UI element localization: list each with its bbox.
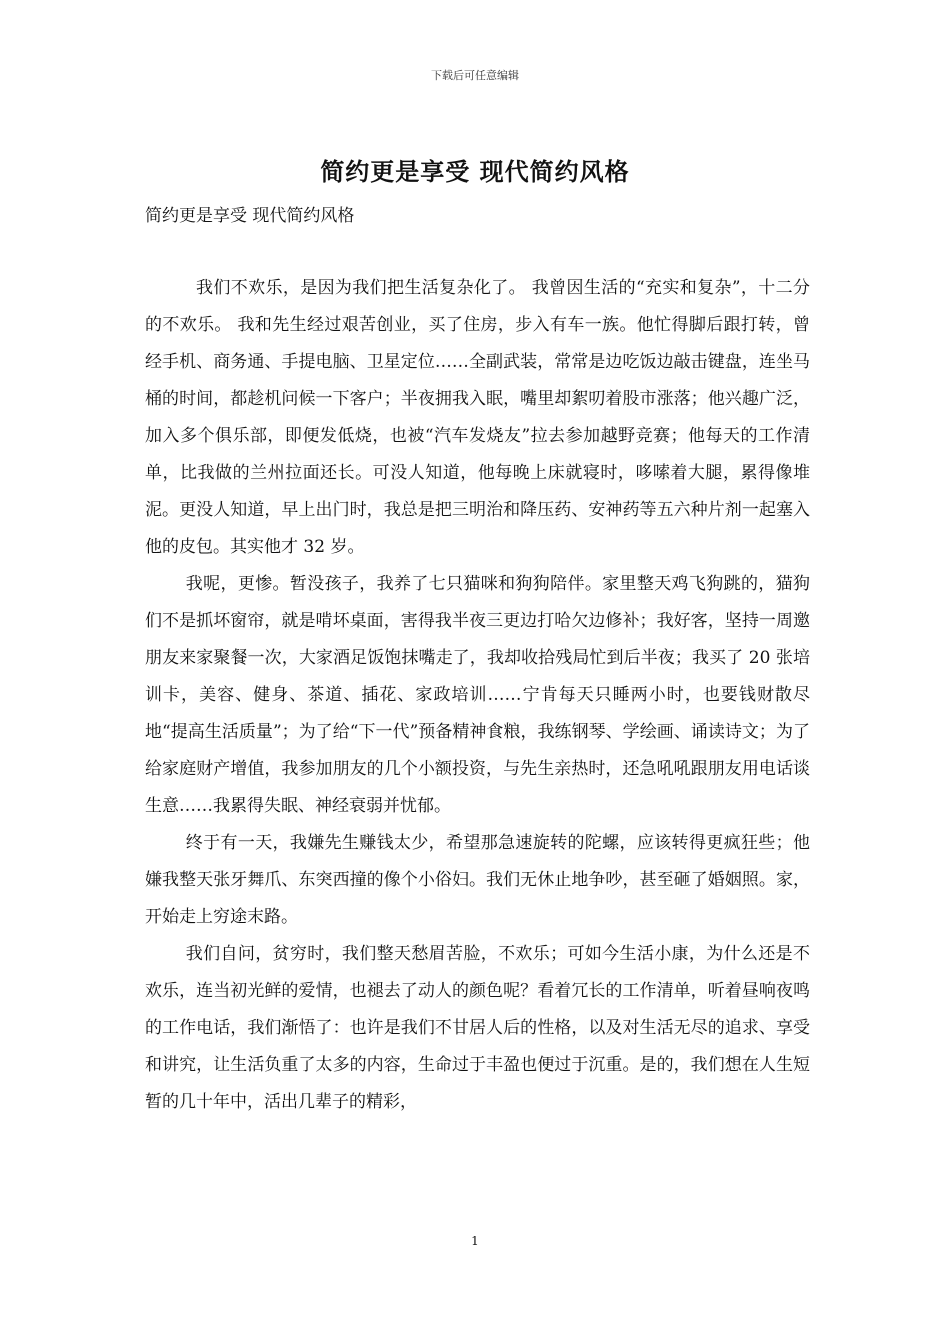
paragraph-2: 我呢，更惨。暂没孩子，我养了七只猫咪和狗狗陪伴。家里整天鸡飞狗跳的，猫狗们不是抓坏窗帘，就是啃坏桌面，害得我半夜三更边打哈欠边修补；我好客，坚持一周邀朋友来家聚餐一次，大家酒足饭饱抹嘴走了，我却收拾残局忙到后半夜；我买了 20 张培训卡，美容、健身、茶道、插花、家政培训……宁肯每天只睡两小时，也要钱财散尽地“提高生活质量”；为了给“下一代”预备精神食粮，我练钢琴、学绘画、诵读诗文；为了给家庭财产增值，我参加朋友的几个小额投资，与先生亲热时，还急吼吼跟朋友用电话谈生意……我累得失眠、神经衰弱并忧郁。	[145, 574, 810, 816]
paragraph-4: 我们自问，贫穷时，我们整天愁眉苦脸，不欢乐；可如今生活小康，为什么还是不欢乐，连当初光鲜的爱情，也褪去了动人的颜色呢？看着冗长的工作清单，听着昼响夜鸣的工作电话，我们渐悟了：也许是我们不甘居人后的性格，以及对生活无尽的追求、享受和讲究，让生活负重了太多的内容，生命过于丰盈也便过于沉重。是的，我们想在人生短暂的几十年中，活出几辈子的精彩，	[145, 944, 810, 1112]
page-header-note: 下载后可任意编辑	[431, 69, 519, 82]
document-subtitle: 简约更是享受 现代简约风格	[145, 206, 355, 226]
paragraph-3: 终于有一天，我嫌先生赚钱太少，希望那急速旋转的陀螺，应该转得更疯狂些；他嫌我整天张牙舞爪、东突西撞的像个小俗妇。我们无休止地争吵，甚至砸了婚姻照。家，开始走上穷途末路。	[145, 833, 810, 927]
paragraph-1: 我们不欢乐，是因为我们把生活复杂化了。 我曾因生活的“充实和复杂”，十二分的不欢乐。 我和先生经过艰苦创业，买了住房，步入有车一族。他忙得脚后跟打转，曾经手机、商务通、手提电脑、卫星定位……全副武装，常常是边吃饭边敲击键盘，连坐马桶的时间，都趁机问候一下客户；半夜拥我入眠，嘴里却絮叨着股市涨落；他兴趣广泛，加入多个俱乐部，即便发低烧，也被“汽车发烧友”拉去参加越野竞赛；他每天的工作清单，比我做的兰州拉面还长。可没人知道，他每晚上床就寝时，哆嗦着大腿，累得像堆泥。更没人知道，早上出门时，我总是把三明治和降压药、安神药等五六种片剂一起塞入他的皮包。其实他才 32 岁。	[145, 278, 810, 557]
page-number: 1	[471, 1234, 479, 1248]
document-body	[145, 270, 810, 1121]
document-title: 简约更是享受 现代简约风格	[320, 157, 630, 186]
